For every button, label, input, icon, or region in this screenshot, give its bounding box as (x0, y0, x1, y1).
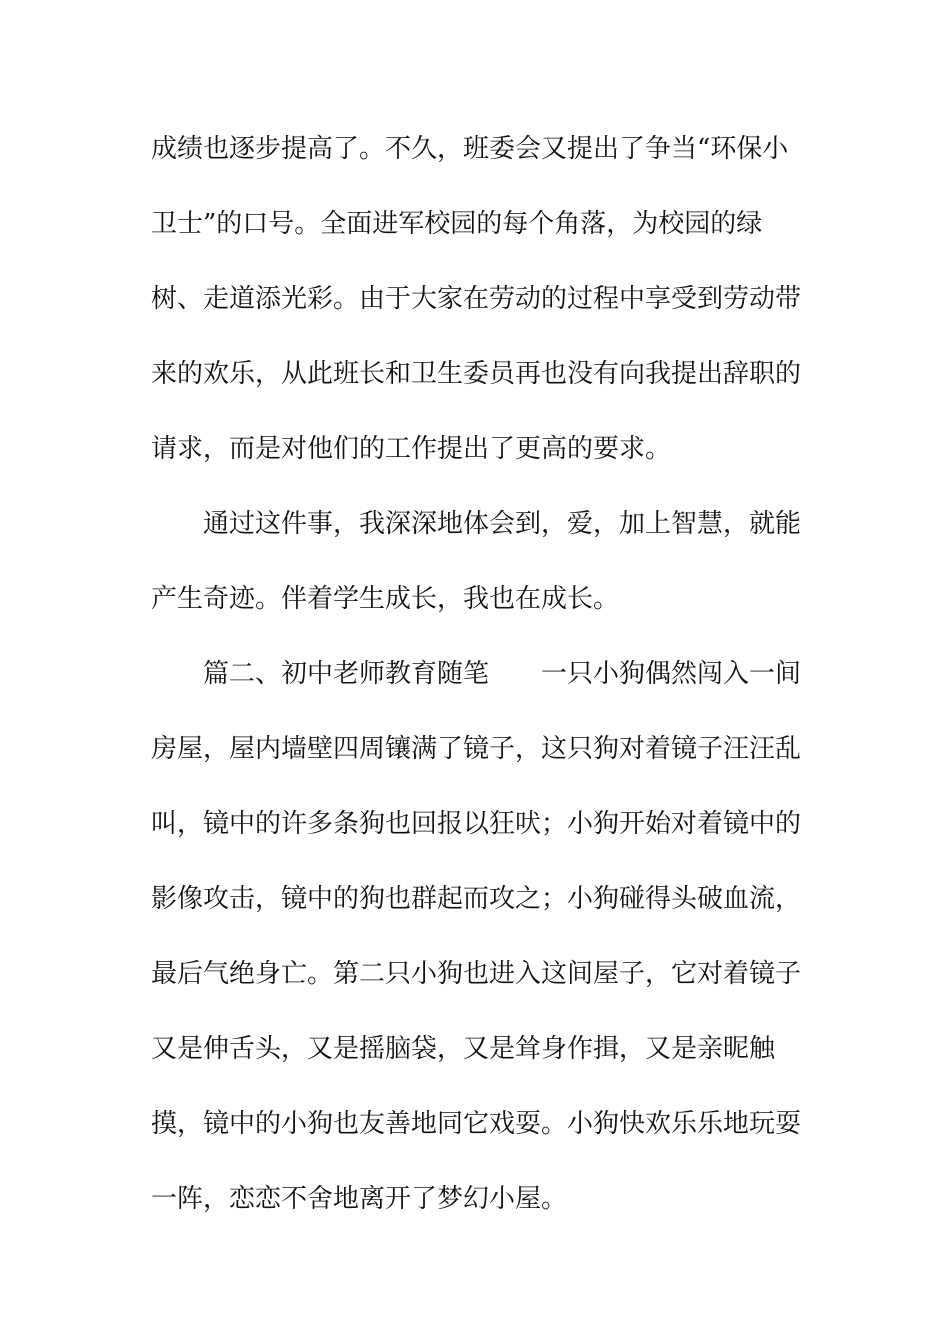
text-line: 房屋，屋内墙壁四周镶满了镜子，这只狗对着镜子汪汪乱 (151, 734, 802, 764)
section-heading-line: 篇二、初中老师教育随笔 一只小狗偶然闯入一间 (203, 659, 802, 689)
text-line: 又是伸舌头，又是摇脑袋，又是耸身作揖，又是亲昵触 (151, 1034, 776, 1064)
text-line: 最后气绝身亡。第二只小狗也进入这间屋子，它对着镜子 (151, 959, 802, 989)
text-line: 树、走道添光彩。由于大家在劳动的过程中享受到劳动带 (151, 284, 802, 314)
text-line: 一阵，恋恋不舍地离开了梦幻小屋。 (151, 1184, 568, 1214)
text-line: 请求，而是对他们的工作提出了更高的要求。 (151, 434, 672, 464)
text-line: 成绩也逐步提高了。不久，班委会又提出了争当“环保小 (151, 134, 789, 164)
text-line: 摸，镜中的小狗也友善地同它戏耍。小狗快欢乐乐地玩耍 (151, 1109, 802, 1139)
text-line: 产生奇迹。伴着学生成长，我也在成长。 (151, 584, 620, 614)
text-line: 卫士”的口号。全面进军校园的每个角落，为校园的绿 (151, 209, 763, 239)
text-line: 影像攻击，镜中的狗也群起而攻之；小狗碰得头破血流， (151, 884, 802, 914)
text-line: 来的欢乐，从此班长和卫生委员再也没有向我提出辞职的 (151, 359, 802, 389)
paragraph-start-line: 通过这件事，我深深地体会到，爱，加上智慧，就能 (203, 509, 802, 539)
text-line: 叫，镜中的许多条狗也回报以狂吠；小狗开始对着镜中的 (151, 809, 802, 839)
